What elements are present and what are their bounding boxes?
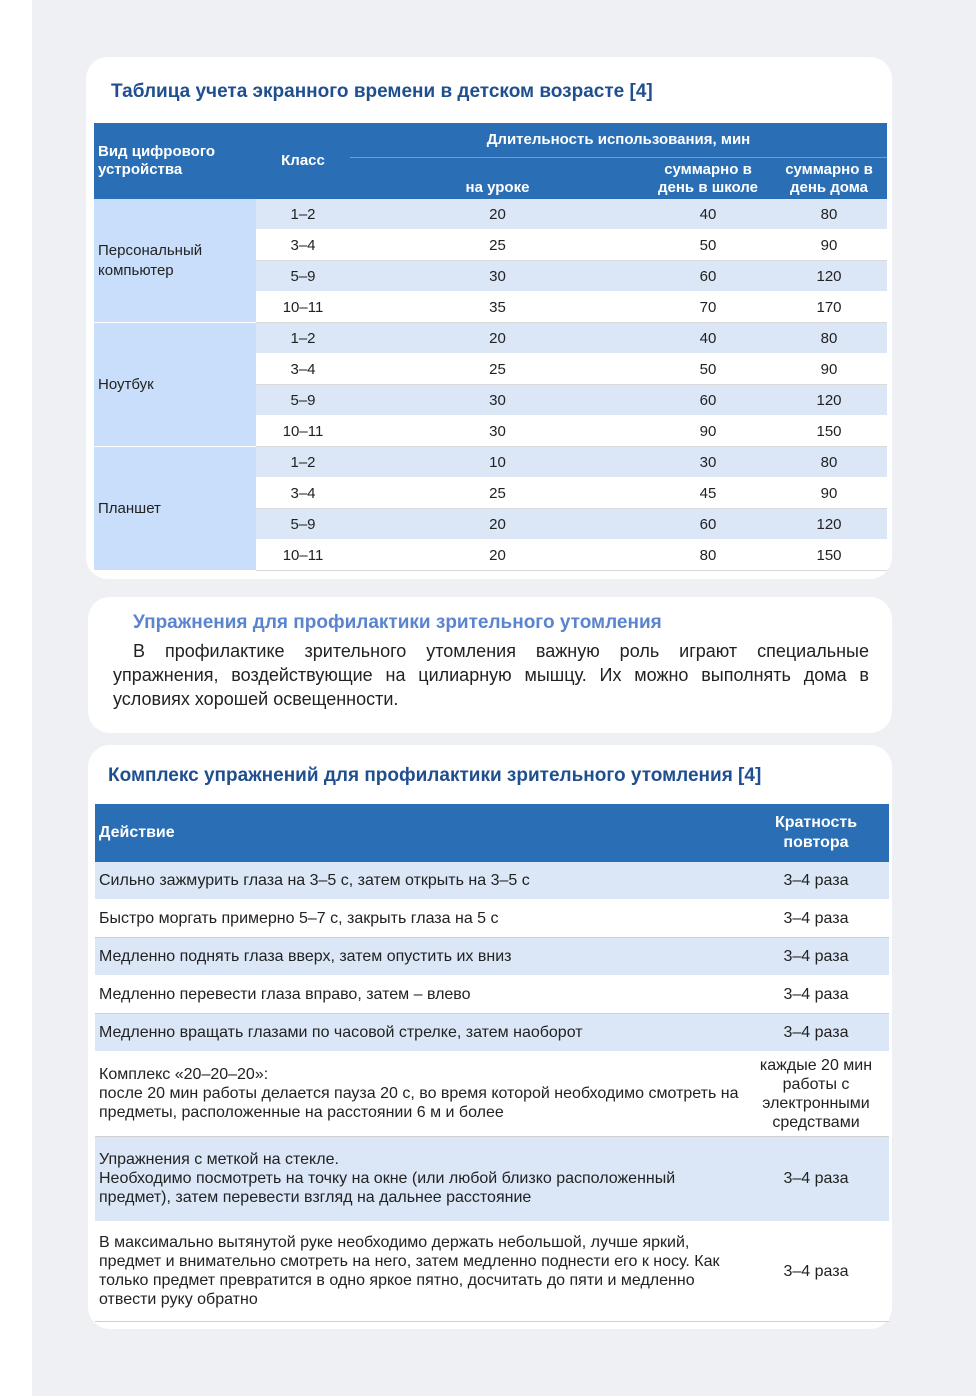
- school-cell: 80: [645, 540, 771, 571]
- exercises-intro-card: [88, 597, 892, 733]
- repeat-cell: 3–4 раза: [743, 1013, 889, 1051]
- header-grade: Класс: [256, 123, 350, 199]
- lesson-cell: 10: [350, 447, 645, 478]
- table-row: [95, 1136, 889, 1221]
- grade-cell: 1–2: [256, 199, 350, 230]
- school-cell: 90: [645, 416, 771, 447]
- table-row: [94, 323, 887, 354]
- grade-cell: 1–2: [256, 447, 350, 478]
- school-cell: 50: [645, 354, 771, 385]
- school-cell: 50: [645, 230, 771, 261]
- table-row: [94, 199, 887, 230]
- grade-cell: 5–9: [256, 509, 350, 540]
- lesson-cell: 30: [350, 261, 645, 292]
- table-row: [95, 1013, 889, 1051]
- repeat-cell: 3–4 раза: [743, 937, 889, 975]
- home-cell: 90: [771, 478, 887, 509]
- device-cell: Планшет: [94, 447, 256, 571]
- home-cell: 150: [771, 540, 887, 571]
- table-row: [95, 862, 889, 899]
- lesson-cell: 30: [350, 416, 645, 447]
- school-cell: 60: [645, 385, 771, 416]
- table-row: [95, 975, 889, 1013]
- lesson-cell: 20: [350, 540, 645, 571]
- repeat-cell: 3–4 раза: [743, 975, 889, 1013]
- lesson-cell: 25: [350, 354, 645, 385]
- action-cell: Комплекс «20–20–20»: после 20 мин работы делается пауза 20 с, во время которой необходимо смотреть на предметы, расположенные на расстоянии 6 м и более: [95, 1051, 743, 1136]
- table-row: [95, 899, 889, 937]
- home-cell: 90: [771, 354, 887, 385]
- action-cell: Медленно перевести глаза вправо, затем – влево: [95, 975, 743, 1013]
- grade-cell: 5–9: [256, 385, 350, 416]
- device-cell: Персональный компьютер: [94, 199, 256, 323]
- table-row: [95, 1051, 889, 1136]
- lesson-cell: 20: [350, 323, 645, 354]
- repeat-cell: 3–4 раза: [743, 1136, 889, 1221]
- school-cell: 60: [645, 509, 771, 540]
- screen-time-card: [86, 57, 892, 579]
- table-row: [94, 447, 887, 478]
- lesson-cell: 20: [350, 509, 645, 540]
- home-cell: 80: [771, 323, 887, 354]
- home-cell: 170: [771, 292, 887, 323]
- school-cell: 70: [645, 292, 771, 323]
- header-school-total: суммарно в день в школе: [645, 158, 771, 200]
- home-cell: 120: [771, 261, 887, 292]
- header-duration-group: Длительность использования, мин: [350, 123, 887, 158]
- grade-cell: 5–9: [256, 261, 350, 292]
- lesson-cell: 20: [350, 199, 645, 230]
- exercises-intro-title: Упражнения для профилактики зрительного утомления: [133, 612, 662, 633]
- school-cell: 45: [645, 478, 771, 509]
- lesson-cell: 30: [350, 385, 645, 416]
- action-cell: Сильно зажмурить глаза на 3–5 с, затем открыть на 3–5 с: [95, 862, 743, 899]
- home-cell: 120: [771, 509, 887, 540]
- action-cell: Упражнения с меткой на стекле. Необходимо посмотреть на точку на окне (или любой близко расположенный предмет), затем перевести взгляд на дальнее расстояние: [95, 1136, 743, 1221]
- grade-cell: 3–4: [256, 478, 350, 509]
- header-repeat: Кратность повтора: [743, 804, 889, 862]
- repeat-cell: 3–4 раза: [743, 862, 889, 899]
- home-cell: 120: [771, 385, 887, 416]
- grade-cell: 10–11: [256, 292, 350, 323]
- action-cell: Медленно вращать глазами по часовой стрелке, затем наоборот: [95, 1013, 743, 1051]
- home-cell: 80: [771, 199, 887, 230]
- table-row: [95, 937, 889, 975]
- action-cell: Медленно поднять глаза вверх, затем опустить их вниз: [95, 937, 743, 975]
- header-device: Вид цифрового устройства: [94, 123, 256, 199]
- grade-cell: 10–11: [256, 540, 350, 571]
- school-cell: 30: [645, 447, 771, 478]
- table-row: [95, 1221, 889, 1321]
- grade-cell: 3–4: [256, 230, 350, 261]
- screen-time-table-title: Таблица учета экранного времени в детском возрасте [4]: [111, 81, 653, 102]
- exercises-table: [95, 804, 889, 1322]
- grade-cell: 3–4: [256, 354, 350, 385]
- grade-cell: 10–11: [256, 416, 350, 447]
- home-cell: 150: [771, 416, 887, 447]
- repeat-cell: 3–4 раза: [743, 1221, 889, 1321]
- school-cell: 40: [645, 199, 771, 230]
- school-cell: 60: [645, 261, 771, 292]
- header-lesson: на уроке: [350, 158, 645, 200]
- action-cell: В максимально вытянутой руке необходимо держать небольшой, лучше яркий, предмет и внимательно смотреть на него, затем медленно поднести его к носу. Как только предмет превратится в одно яркое пятно, досчитать до пяти и медленно отвести руку обратно: [95, 1221, 743, 1321]
- home-cell: 90: [771, 230, 887, 261]
- lesson-cell: 25: [350, 478, 645, 509]
- device-cell: Ноутбук: [94, 323, 256, 447]
- lesson-cell: 25: [350, 230, 645, 261]
- exercises-card: [88, 745, 892, 1329]
- screen-time-table: [94, 123, 887, 571]
- grade-cell: 1–2: [256, 323, 350, 354]
- action-cell: Быстро моргать примерно 5–7 с, закрыть глаза на 5 с: [95, 899, 743, 937]
- header-action: Действие: [95, 804, 743, 862]
- home-cell: 80: [771, 447, 887, 478]
- repeat-cell: каждые 20 мин работы с электронными средствами: [743, 1051, 889, 1136]
- header-home-total: суммарно в день дома: [771, 158, 887, 200]
- exercises-intro-text: В профилактике зрительного утомления важную роль играют специальные упражнения, воздействующие на цилиарную мышцу. Их можно выполнять дома в условиях хорошей освещенности.: [113, 641, 869, 709]
- exercises-table-title: Комплекс упражнений для профилактики зрительного утомления [4]: [108, 765, 762, 786]
- school-cell: 40: [645, 323, 771, 354]
- repeat-cell: 3–4 раза: [743, 899, 889, 937]
- lesson-cell: 35: [350, 292, 645, 323]
